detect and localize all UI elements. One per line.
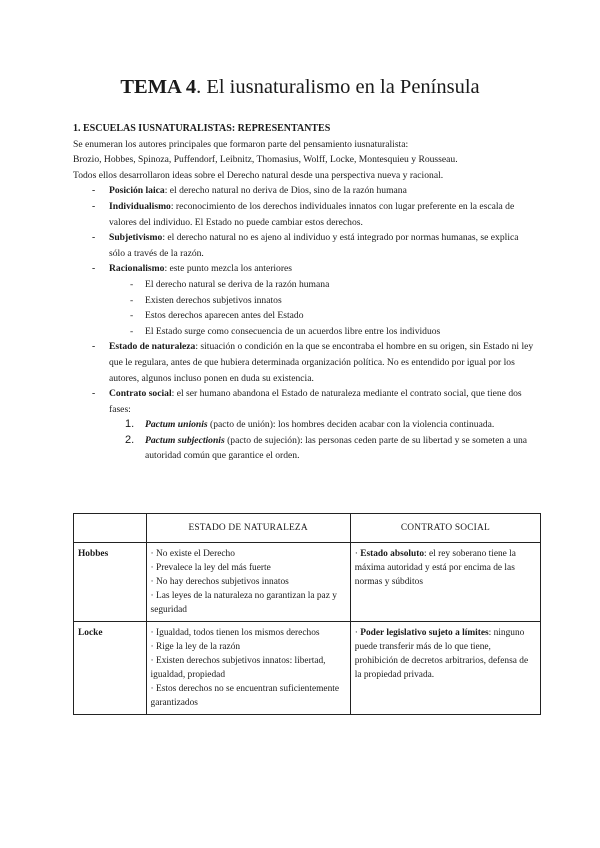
phase-number: 2. <box>125 433 135 446</box>
cell-bullet-item: · Prevalece la ley del más fuerte <box>150 563 271 573</box>
row-label-hobbes: Hobbes <box>74 543 147 622</box>
contract-phases-list <box>109 417 535 464</box>
header-cell-empty <box>74 514 147 543</box>
row-label-locke: Locke <box>74 622 147 715</box>
item-text: : el derecho natural no es ajeno al individuo y está integrado por normas humanas, se explica sólo a través de la razón. <box>109 232 519 259</box>
item-text: : situación o condición en la que se encontraba el hombre en su origen, sin Estado ni ley que le regulara, antes de que hubiera determinada organización política. No es entendido por igual por los autores, algunos incluso ponen en duda su existencia. <box>109 341 534 384</box>
cell-bullet-item: · Estos derechos no se encuentran suficientemente garantizados <box>150 684 340 708</box>
item-text: : este punto mezcla los anteriores <box>164 263 293 275</box>
list-item <box>73 199 535 230</box>
cell-bullet-item: · No hay derechos subjetivos innatos <box>150 577 289 587</box>
cell-bullet-item: · Existen derechos subjetivos innatos: libertad, igualdad, propiedad <box>150 656 326 680</box>
cell-text: : el rey soberano tiene la máxima autoridad y está por encima de las normas y súbditos <box>354 549 516 587</box>
sublist-item: - El derecho natural se deriva de la razón humana <box>109 277 535 293</box>
intro-line-3: Todos ellos desarrollaron ideas sobre el Derecho natural desde una perspectiva nueva y racional. <box>73 169 444 181</box>
header-cell-contrato <box>350 514 540 543</box>
cell-text: : ninguno puede transferir más de lo que tiene, prohibición de decretos arbitrarios, defensa de la propiedad privada. <box>354 628 529 680</box>
section-content <box>73 121 535 464</box>
cell-naturaleza-locke <box>146 622 350 715</box>
characteristics-list <box>73 183 535 464</box>
title-topic-number: TEMA 4 <box>120 76 197 98</box>
cell-term: Poder legislativo sujeto a límites <box>360 628 489 638</box>
cell-bullet-item: · Las leyes de la naturaleza no garantizan la paz y seguridad <box>150 591 337 615</box>
cell-bullet-item: · Igualdad, todos tienen los mismos derechos <box>150 628 320 638</box>
cell-contrato-locke <box>350 622 540 715</box>
section-heading: 1. ESCUELAS IUSNATURALISTAS: REPRESENTANTES <box>73 123 331 134</box>
list-item <box>73 339 535 386</box>
phase-item <box>109 417 535 433</box>
title-text: . El iusnaturalismo en la Península <box>196 76 480 98</box>
sublist-item: - El Estado surge como consecuencia de un acuerdos libre entre los individuos <box>109 324 535 340</box>
list-item <box>73 261 535 339</box>
phase-number: 1. <box>125 418 135 431</box>
list-item <box>73 183 535 199</box>
intro-line-1: Se enumeran los autores principales que formaron parte del pensamiento iusnaturalista: <box>73 138 409 150</box>
phase-text: (pacto de sujeción): las personas ceden parte de su libertad y se someten a una autoridad común que garantice el orden. <box>145 434 528 462</box>
cell-bullet-item: · No existe el Derecho <box>150 549 235 559</box>
sublist-item: - Estos derechos aparecen antes del Estado <box>109 308 535 324</box>
table-header-row <box>74 514 541 543</box>
item-text: : el ser humano abandona el Estado de naturaleza mediante el contrato social, que tiene dos fases: <box>109 388 522 415</box>
item-term: Subjetivismo <box>109 232 163 244</box>
racionalismo-sublist <box>109 277 535 339</box>
table-row <box>74 622 541 715</box>
phase-term: Pactum subjectionis <box>145 434 225 446</box>
item-term: Racionalismo <box>109 263 165 275</box>
comparison-table <box>73 513 541 715</box>
intro-line-2: Brozio, Hobbes, Spinoza, Puffendorf, Leibnitz, Thomasius, Wolff, Locke, Montesquieu y Rousseau. <box>73 154 458 166</box>
header-label: CONTRATO SOCIAL <box>400 523 490 533</box>
cell-naturaleza-hobbes <box>146 543 350 622</box>
cell-term: Estado absoluto <box>360 549 425 559</box>
header-label: ESTADO DE NATURALEZA <box>188 523 308 533</box>
header-cell-naturaleza <box>146 514 350 543</box>
item-term: Posición laica <box>109 185 165 197</box>
item-term: Estado de naturaleza <box>109 341 196 353</box>
list-item <box>73 386 535 464</box>
cell-bullet: · <box>354 628 361 638</box>
sublist-item: - Existen derechos subjetivos innatos <box>109 293 535 309</box>
item-text: : reconocimiento de los derechos individuales innatos con lugar preferente en la escala de valores del individuo. El Estado no puede cambiar estos derechos. <box>109 200 515 228</box>
cell-bullet-item: · Rige la ley de la razón <box>150 642 241 652</box>
cell-contrato-hobbes <box>350 543 540 622</box>
phase-text: (pacto de unión): los hombres deciden acabar con la violencia continuada. <box>207 419 495 431</box>
item-term: Individualismo <box>109 200 171 212</box>
page-title <box>0 74 600 100</box>
cell-bullet: · <box>354 549 361 559</box>
table-row <box>74 543 541 622</box>
list-item <box>73 230 535 261</box>
item-term: Contrato social <box>109 388 172 400</box>
item-text: : el derecho natural no deriva de Dios, sino de la razón humana <box>164 185 407 197</box>
phase-term: Pactum unionis <box>145 419 208 431</box>
phase-item <box>109 433 535 464</box>
